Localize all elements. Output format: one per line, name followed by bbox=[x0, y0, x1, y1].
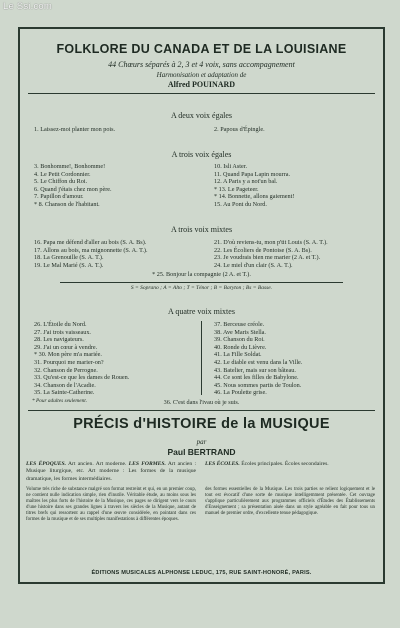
list-item: 21. D'où reviens-tu, mon p'tit Louis (S. A. T.). bbox=[214, 239, 328, 246]
list-4-mixed-left bbox=[34, 321, 129, 397]
list-item: 39. Chanson du Roi. bbox=[214, 336, 265, 344]
list-item: * 30. Mon père m'a mariée. bbox=[34, 351, 102, 359]
list-item: 38. Ave Maris Stella. bbox=[214, 328, 266, 336]
list-item: 45. Nous sommes partis de Toulon. bbox=[214, 381, 302, 389]
divider bbox=[28, 93, 375, 94]
list-item: 46. La Poulette grise. bbox=[214, 389, 267, 397]
body-text-right: des formes essentielles de la Musique. Les trois parties se relient logiquement et le tout est évocatif d'une sorte de musique intelligemment présentée. Cet ouvrage s'applique particulièrement aux programmes officiels d'Études des Établissements d'Enseignement ; sa présentation aisée dans un style agréable en fait pour tous un manuel de premier ordre, d'excellente tenue pédagogique. bbox=[205, 487, 375, 517]
topic-left: LES ÉPOQUES. Art ancien. Art moderne. LES FORMES. Art ancien : Musique liturgique, etc. Art moderne : Les formes de la musique dramatique, les formes intermédiaires. bbox=[26, 461, 197, 482]
section-title-2-equal: A deux voix égales bbox=[20, 111, 383, 120]
section-title-3-equal: A trois voix égales bbox=[20, 150, 383, 159]
list-item: 12. A Paris y a not'un bal. bbox=[214, 178, 278, 186]
list-item: 2. Papous d'Épingle. bbox=[214, 126, 265, 133]
list-4-mixed-right bbox=[214, 321, 302, 397]
footnote: * Pour adultes seulement. bbox=[32, 398, 88, 404]
precis-author: Paul BERTRAND bbox=[167, 447, 236, 457]
list-item: 17. Allons au bois, ma mignonnette (S. A. T.). bbox=[34, 246, 148, 254]
list-item: 32. Chanson de Perrogne. bbox=[34, 366, 98, 374]
list-3-equal-right bbox=[214, 163, 294, 209]
list-item: 29. J'ai un cœur à vendre. bbox=[34, 343, 98, 351]
page-title: FOLKLORE DU CANADA ET DE LA LOUISIANE bbox=[56, 42, 347, 56]
list-item: 4. Le Petit Cordonnier. bbox=[34, 170, 91, 178]
divider bbox=[28, 410, 375, 411]
topic-right: LES ÉCOLES. Écoles principales. Écoles secondaires. bbox=[205, 461, 329, 467]
list-item: * 8. Chanson de l'habitant. bbox=[34, 200, 100, 208]
list-item: 19. Le Mal Marié (S. A. T.). bbox=[34, 261, 104, 269]
publisher-line: ÉDITIONS MUSICALES ALPHONSE LEDUC, 175, RUE SAINT-HONORÉ, PARIS. bbox=[91, 570, 312, 576]
watermark: Le Ssi.com bbox=[3, 1, 52, 12]
section-title-4-mixed: A quatre voix mixtes bbox=[20, 307, 383, 316]
credit-line: Harmonisation et adaptation de bbox=[156, 71, 247, 79]
topic-label: LES FORMES. bbox=[128, 461, 166, 467]
topic-label: LES ÉCOLES. bbox=[205, 461, 240, 467]
list-item: 6. Quand j'étais chez mon père. bbox=[34, 185, 112, 193]
list-item: 18. La Grenouille (S. A. T.). bbox=[34, 254, 104, 262]
centered-list-item: 36. C'est dans l'ivau où je suis. bbox=[163, 399, 240, 406]
list-item: 34. Chanson de l'Acadie. bbox=[34, 381, 96, 389]
list-item: 41. La Fille Soldat. bbox=[214, 351, 262, 359]
subtitle: 44 Chœurs séparés à 2, 3 et 4 voix, sans accompagnement bbox=[108, 60, 295, 69]
list-item: 44. Ce sont les filles de Babylone. bbox=[214, 374, 299, 382]
list-item: 22. Les Écoliers de Pontoise (S. A. Bs). bbox=[214, 246, 312, 254]
voice-legend: S = Soprano ; A = Alto ; T = Ténor ; B = Baryton ; Bs = Basse. bbox=[130, 285, 273, 291]
list-3-equal-left bbox=[34, 163, 112, 209]
list-item: 3. Bonhomme!, Bonhomme! bbox=[34, 163, 106, 170]
list-item: 10. Isli Aster. bbox=[214, 163, 247, 170]
list-item: 42. Le diable est venu dans la Ville. bbox=[214, 358, 303, 366]
list-3-mixed-left bbox=[34, 239, 148, 269]
header-author: Alfred POUINARD bbox=[167, 80, 236, 89]
section-title-3-mixed: A trois voix mixtes bbox=[20, 225, 383, 234]
topic-label: LES ÉPOQUES. bbox=[26, 461, 67, 467]
list-item: 27. J'ai trois vaisseaux. bbox=[34, 328, 91, 336]
list-item: 33. Qu'est-ce que les dames de Rouen. bbox=[34, 374, 130, 382]
page-frame bbox=[18, 27, 385, 584]
list-item: * 13. Le Pageteer. bbox=[214, 185, 259, 193]
list-item: 43. Batelier, mais sur son bâteau. bbox=[214, 366, 296, 374]
list-item: 28. Les navigateurs. bbox=[34, 336, 84, 344]
list-item: 15. Au Pont du Nord. bbox=[214, 200, 267, 208]
divider bbox=[60, 282, 343, 283]
list-item: 11. Quand Papa Lapin mourra. bbox=[214, 170, 291, 178]
list-2-equal-left bbox=[34, 126, 115, 134]
list-item: 24. Le miel d'un clair (S. A. T.). bbox=[214, 261, 293, 269]
list-item: 31. Pourquoi me marier-on? bbox=[34, 358, 104, 366]
list-item: 40. Ronde du Lièvre. bbox=[214, 343, 267, 351]
list-item: 23. Je voudrais bien me marier (2 A. et T.). bbox=[214, 254, 321, 262]
body-text-left: Volume très riche de substance malgré son format restreint et qui, en un premier coup, ne contient nulle indication simple, rien d'inutile. Véritable étude, au moins sous les maîtres les plus forts de l'histoire de la Musique, ces pages se dirigent vers le cours d'une histoire dans ses grandes lignes à travers les siècles de la Musique, autant de titres brefs qui ressortent au rappel d'une œuvre considérée, en pointant dans ces formes de la musique et de ses multiples manifestations à différentes époques. bbox=[26, 487, 196, 523]
list-3-mixed-right bbox=[214, 239, 328, 269]
centered-list-item: * 25. Bonjour la compagnie (2 A. et T.). bbox=[152, 271, 251, 278]
list-2-equal-right bbox=[214, 126, 265, 134]
list-item: 37. Berceuse créole. bbox=[214, 321, 265, 328]
column-separator bbox=[201, 321, 202, 395]
list-item: 7. Papillon d'amour. bbox=[34, 193, 84, 201]
precis-title: PRÉCIS d'HISTOIRE de la MUSIQUE bbox=[73, 416, 330, 432]
list-item: 26. L'Étoile du Nord. bbox=[34, 321, 87, 328]
list-item: * 14. Bonnette, allons gaiement! bbox=[214, 193, 295, 201]
list-item: 5. Le Chiffon du Roi. bbox=[34, 178, 88, 186]
list-item: 16. Papa me défend d'aller au bois (S. A. Bs). bbox=[34, 239, 147, 246]
precis-par: par bbox=[196, 438, 207, 446]
list-item: 1. Laissez-moi planter mon pois. bbox=[34, 126, 116, 133]
list-item: 35. La Sainte-Catherine. bbox=[34, 389, 95, 397]
